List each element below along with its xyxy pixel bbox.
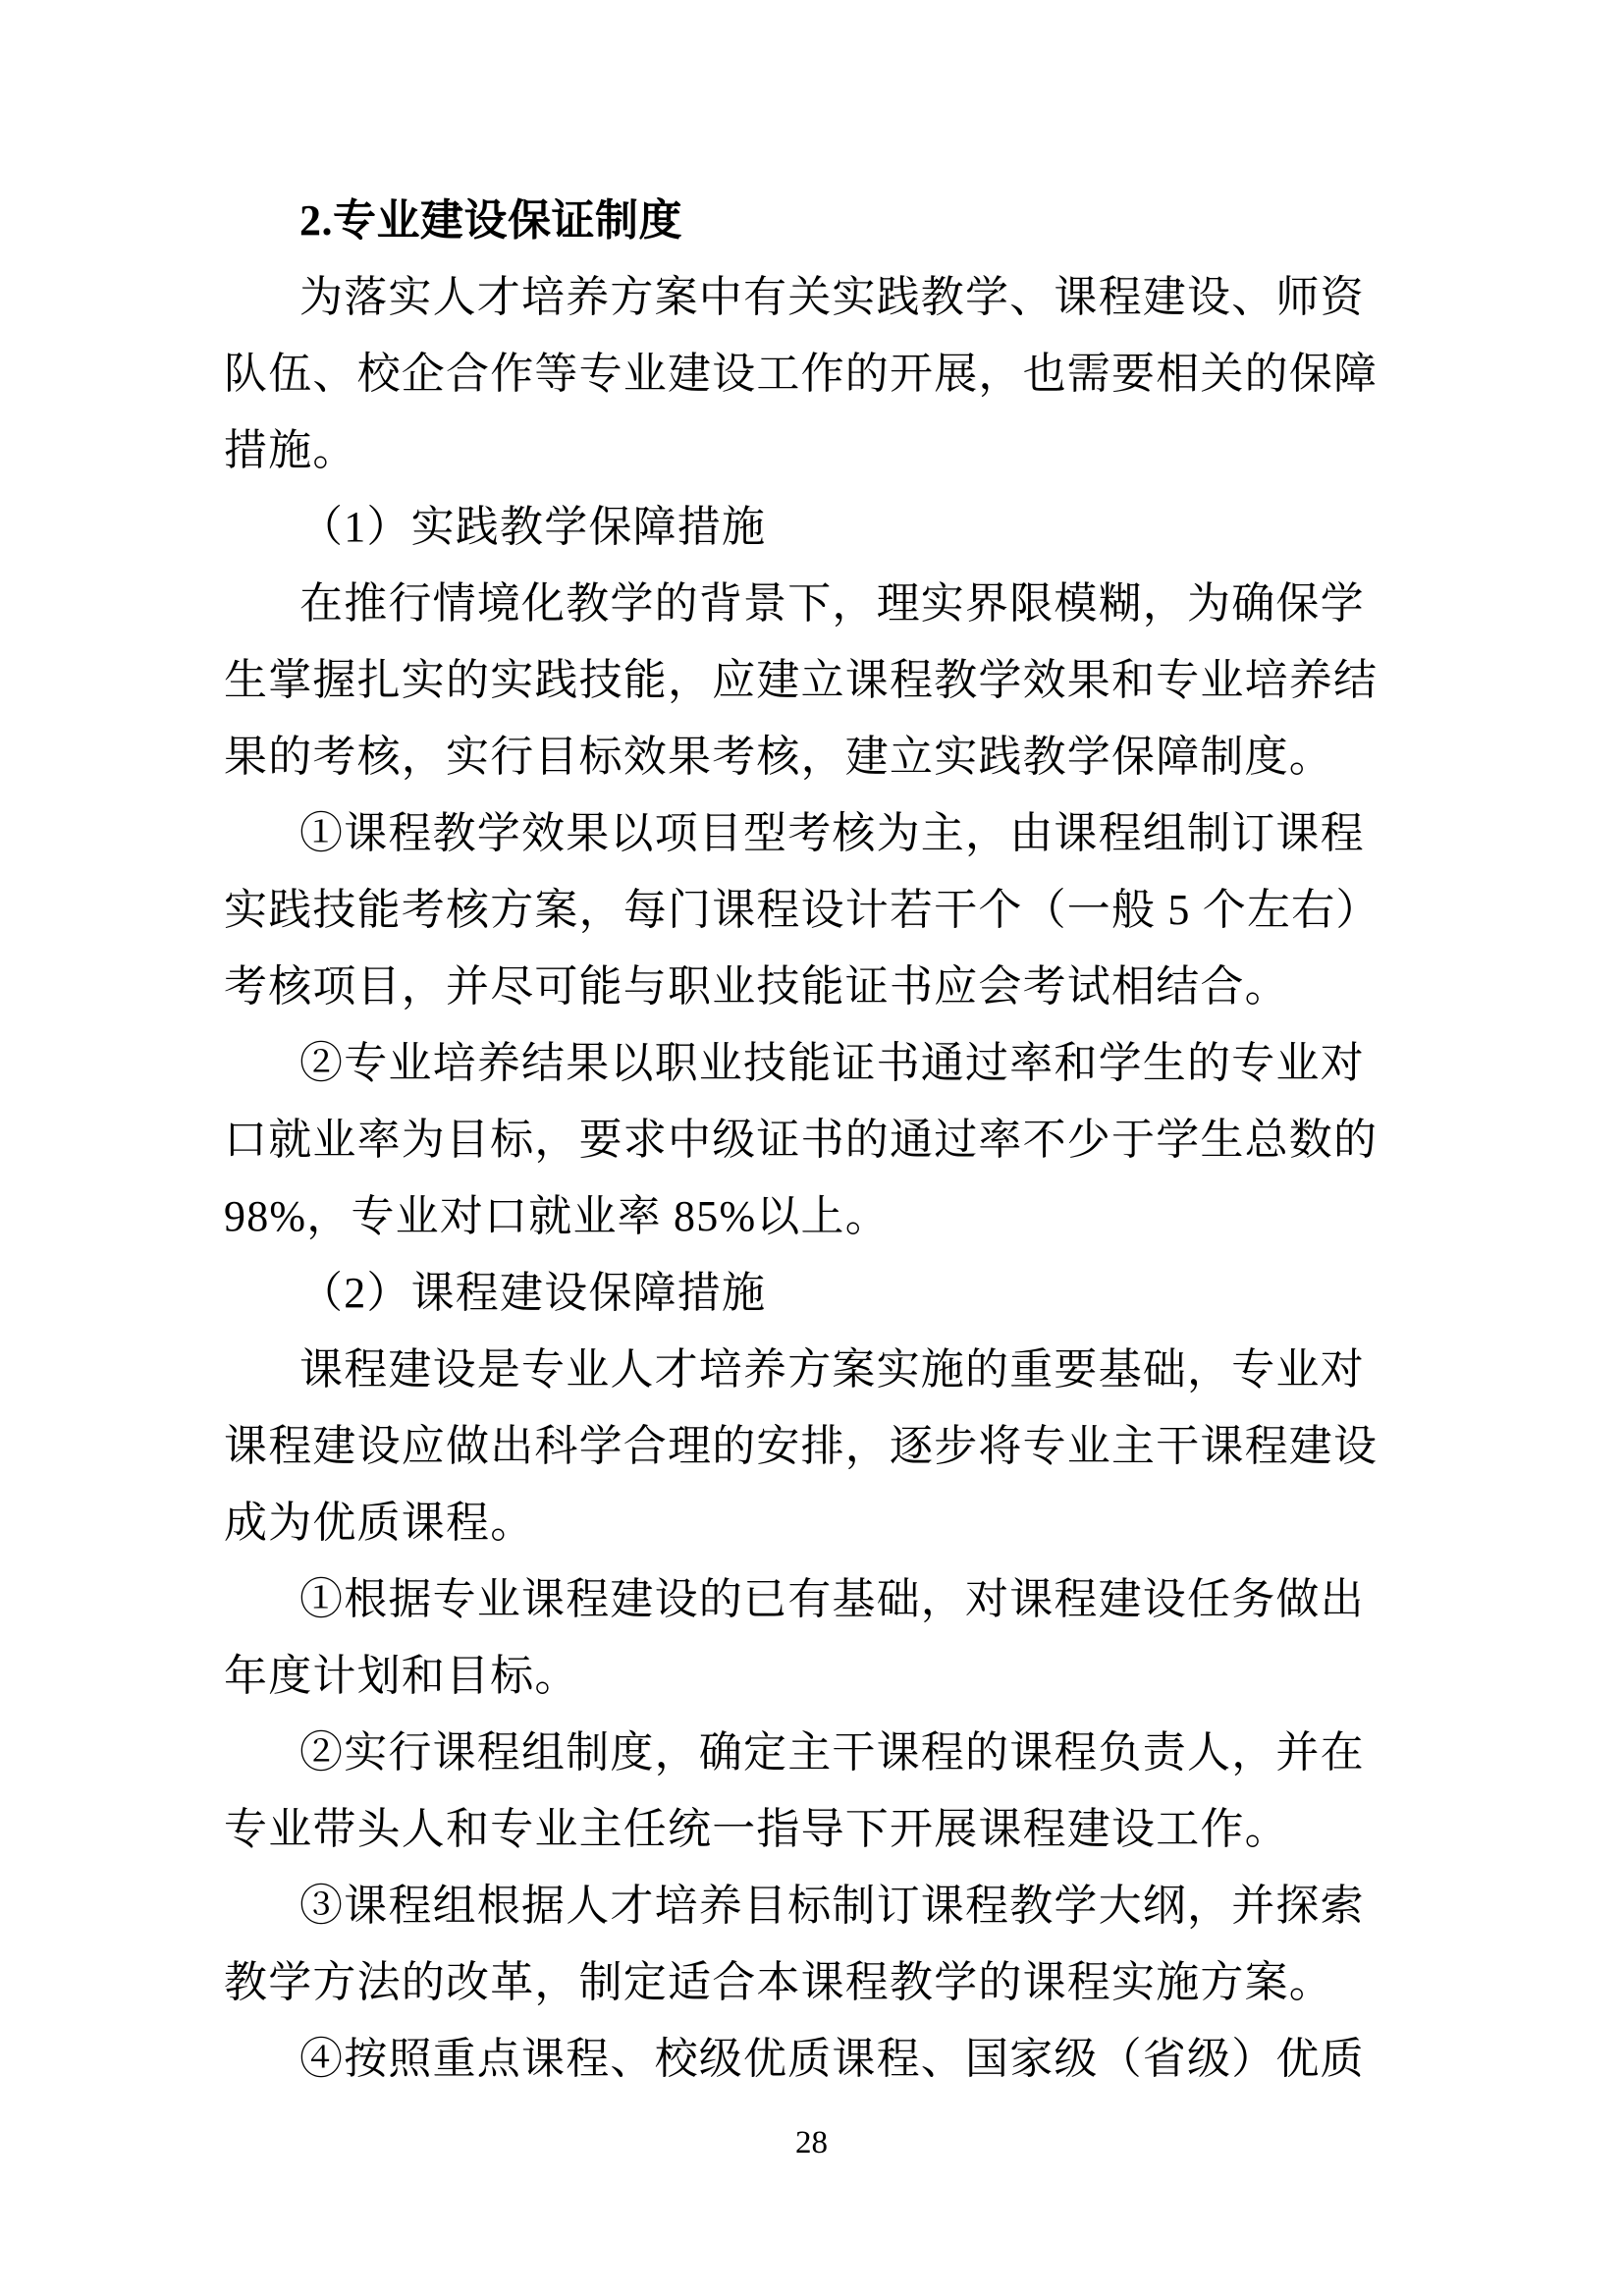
section-heading: 2.专业建设保证制度 bbox=[299, 196, 682, 245]
text-line: ②专业培养结果以职业技能证书通过率和学生的专业对 bbox=[299, 1039, 1365, 1087]
text-line: 成为优质课程。 bbox=[224, 1499, 535, 1547]
text-line: 98%，专业对口就业率 85%以上。 bbox=[224, 1192, 890, 1240]
text-line: 课程建设是专业人才培养方案实施的重要基础，专业对 bbox=[299, 1345, 1365, 1394]
text-line: 专业带头人和专业主任统一指导下开展课程建设工作。 bbox=[224, 1805, 1289, 1853]
text-line: 在推行情境化教学的背景下，理实界限模糊，为确保学 bbox=[299, 579, 1365, 628]
text-line: ①课程教学效果以项目型考核为主，由课程组制订课程 bbox=[299, 809, 1365, 857]
text-line: 为落实人才培养方案中有关实践教学、课程建设、师资 bbox=[299, 273, 1365, 321]
text-line: ②实行课程组制度，确定主干课程的课程负责人，并在 bbox=[299, 1728, 1365, 1777]
text-block bbox=[224, 183, 1402, 2098]
text-line: 考核项目，并尽可能与职业技能证书应会考试相结合。 bbox=[224, 962, 1289, 1011]
text-line: 年度计划和目标。 bbox=[224, 1652, 579, 1700]
text-line: ④按照重点课程、校级优质课程、国家级（省级）优质 bbox=[299, 2035, 1365, 2083]
subsection-heading: （2）课程建设保障措施 bbox=[299, 1269, 767, 1317]
page-number: 28 bbox=[795, 2125, 828, 2160]
text-line: 实践技能考核方案，每门课程设计若干个（一般 5 个左右） bbox=[224, 886, 1380, 934]
text-line: 队伍、校企合作等专业建设工作的开展，也需要相关的保障 bbox=[224, 350, 1379, 398]
subsection-heading: （1）实践教学保障措施 bbox=[299, 503, 767, 551]
text-line: 课程建设应做出科学合理的安排，逐步将专业主干课程建设 bbox=[224, 1422, 1379, 1470]
text-line: ①根据专业课程建设的已有基础，对课程建设任务做出 bbox=[299, 1575, 1365, 1623]
text-line: 果的考核，实行目标效果考核，建立实践教学保障制度。 bbox=[224, 733, 1333, 781]
text-line: ③课程组根据人才培养目标制订课程教学大纲，并探索 bbox=[299, 1882, 1365, 1930]
text-line: 措施。 bbox=[224, 426, 357, 474]
text-line: 教学方法的改革，制定适合本课程教学的课程实施方案。 bbox=[224, 1958, 1333, 2006]
text-line: 生掌握扎实的实践技能，应建立课程教学效果和专业培养结 bbox=[224, 656, 1379, 704]
text-line: 口就业率为目标，要求中级证书的通过率不少于学生总数的 bbox=[224, 1116, 1379, 1164]
